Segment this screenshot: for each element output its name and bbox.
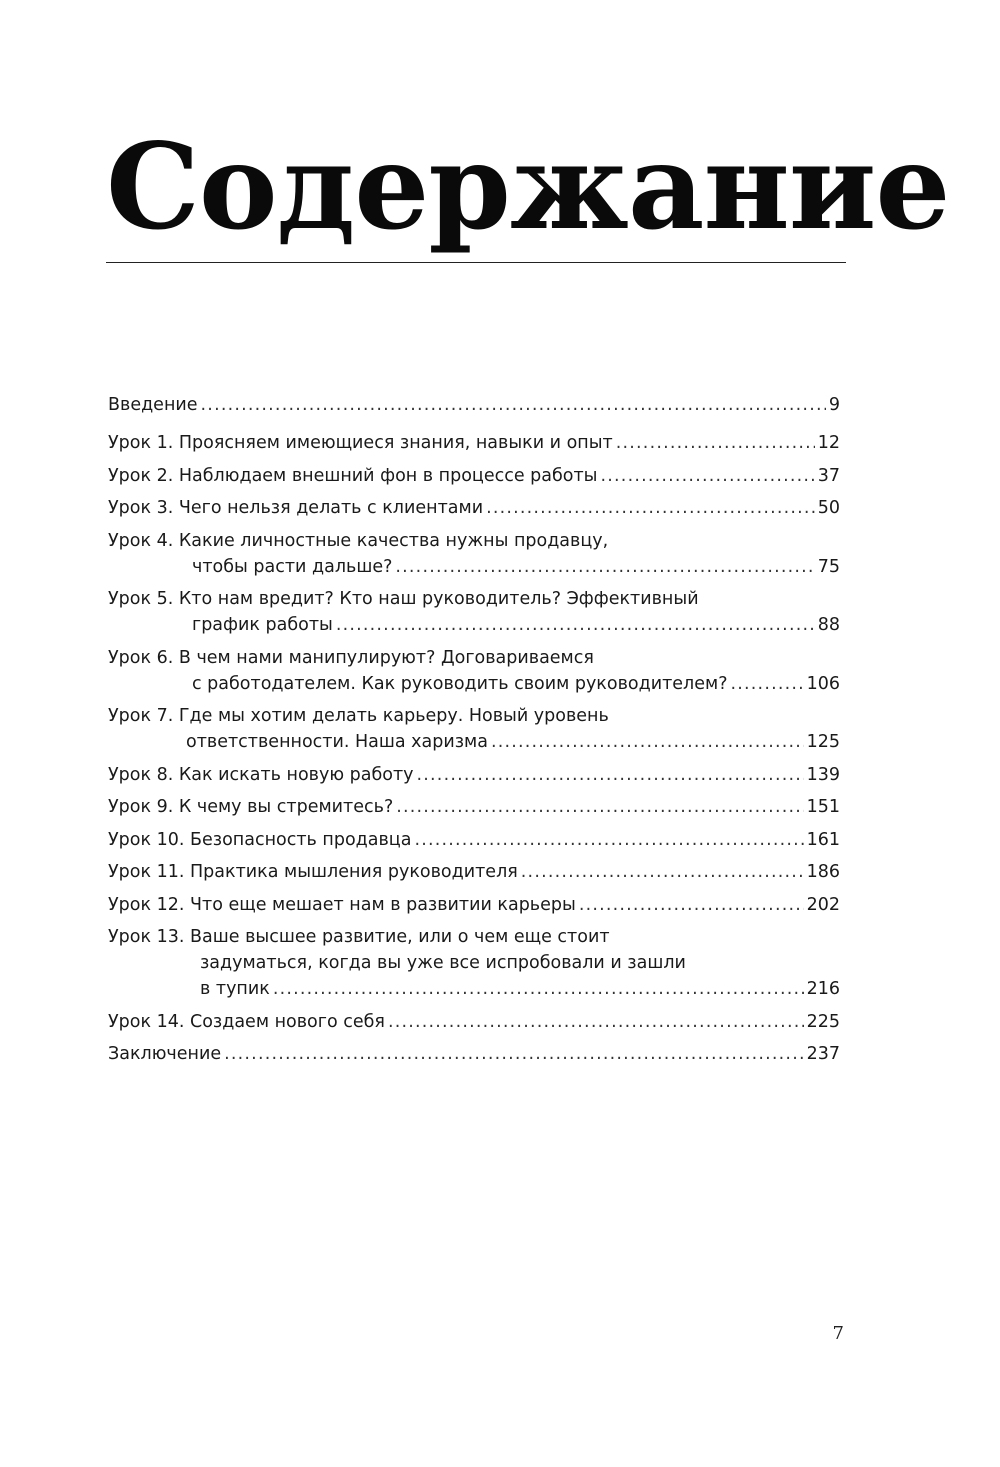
dot-leader xyxy=(395,554,814,580)
toc-entry-title: с работодателем. Как руководить своим руководителем? xyxy=(192,673,728,694)
dot-leader xyxy=(414,827,803,853)
toc-entry-line xyxy=(108,859,840,885)
dot-leader xyxy=(336,612,815,638)
toc-entry-title: чтобы расти дальше? xyxy=(192,556,393,577)
toc-page-number: 139 xyxy=(806,764,840,785)
toc-page-number: 50 xyxy=(817,498,840,518)
toc-entry xyxy=(108,703,840,755)
toc-entry xyxy=(108,794,840,820)
toc-entry xyxy=(108,645,840,697)
toc-entry-title: Урок 2. Наблюдаем внешний фон в процессе работы xyxy=(108,465,598,486)
dot-leader xyxy=(224,1041,803,1067)
toc-entry xyxy=(108,495,840,521)
toc-page-number: 12 xyxy=(817,433,840,453)
toc-entry xyxy=(108,827,840,853)
toc-entry-title: Заключение xyxy=(108,1044,222,1064)
toc-entry-line xyxy=(108,495,840,521)
toc-entry-line xyxy=(108,976,840,1002)
toc-entry xyxy=(108,859,840,885)
toc-entry xyxy=(108,528,840,580)
dot-leader xyxy=(396,794,803,820)
toc-page-number: 151 xyxy=(806,797,840,817)
toc-entry-line xyxy=(108,762,840,788)
toc-entry-line xyxy=(108,392,840,418)
table-of-contents xyxy=(108,392,840,1067)
toc-page-number: 202 xyxy=(806,894,840,915)
toc-entry-line xyxy=(108,586,840,612)
toc-entry-title: Урок 12. Что еще мешает нам в развитии карьеры xyxy=(108,894,576,915)
toc-page-number: 216 xyxy=(806,979,840,999)
page-title: Содержание xyxy=(106,117,950,256)
toc-entry-line xyxy=(108,671,840,697)
toc-entry-title: Урок 5. Кто нам вредит? Кто наш руководитель? Эффективный xyxy=(108,589,699,609)
dot-leader xyxy=(521,859,804,885)
toc-page-number: 75 xyxy=(817,556,840,577)
toc-entry-title: Урок 9. К чему вы стремитесь? xyxy=(108,797,394,817)
toc-entry-title: Урок 1. Проясняем имеющиеся знания, навыки и опыт xyxy=(108,433,613,453)
toc-entry-line xyxy=(108,703,840,729)
toc-entry-line xyxy=(108,827,840,853)
toc-entry-line xyxy=(108,729,840,755)
toc-entry xyxy=(108,924,840,1002)
toc-page-number: 9 xyxy=(828,395,840,415)
toc-entry-title: Урок 4. Какие личностные качества нужны продавцу, xyxy=(108,530,609,551)
toc-entry-title: Урок 7. Где мы хотим делать карьеру. Новый уровень xyxy=(108,706,609,726)
toc-entry xyxy=(108,392,840,418)
toc-entry-title: задуматься, когда вы уже все испробовали и зашли xyxy=(200,953,686,973)
toc-entry-line xyxy=(108,463,840,489)
toc-page-number: 88 xyxy=(817,615,840,635)
toc-entry-line xyxy=(108,950,840,976)
toc-entry-title: Урок 13. Ваше высшее развитие, или о чем еще стоит xyxy=(108,927,610,947)
dot-leader xyxy=(579,892,804,918)
toc-entry xyxy=(108,1041,840,1067)
dot-leader xyxy=(601,463,815,489)
toc-entry-line xyxy=(108,612,840,638)
toc-entry xyxy=(108,762,840,788)
toc-entry-line xyxy=(108,645,840,671)
toc-entry-line xyxy=(108,1041,840,1067)
toc-entry-title: Введение xyxy=(108,395,198,415)
toc-entry xyxy=(108,1009,840,1035)
dot-leader xyxy=(616,430,815,456)
dot-leader xyxy=(273,976,804,1002)
dot-leader xyxy=(417,762,804,788)
toc-page-number: 161 xyxy=(806,829,840,850)
toc-entry-title: Урок 11. Практика мышления руководителя xyxy=(108,862,518,882)
toc-entry-title: в тупик xyxy=(200,979,270,999)
toc-page-number: 186 xyxy=(806,862,840,882)
toc-entry-title: Урок 3. Чего нельзя делать с клиентами xyxy=(108,498,484,518)
toc-entry-title: Урок 14. Создаем нового себя xyxy=(108,1011,385,1032)
toc-entry-line xyxy=(108,892,840,918)
toc-entry-title: график работы xyxy=(192,615,333,635)
toc-entry xyxy=(108,463,840,489)
toc-entry-line xyxy=(108,554,840,580)
dot-leader xyxy=(486,495,815,521)
toc-entry xyxy=(108,430,840,456)
toc-page-number: 106 xyxy=(806,673,840,694)
toc-entry xyxy=(108,586,840,638)
dot-leader xyxy=(491,729,804,755)
toc-page-number: 237 xyxy=(806,1044,840,1064)
dot-leader xyxy=(731,671,804,697)
toc-entry xyxy=(108,892,840,918)
toc-entry-line xyxy=(108,528,840,554)
title-underline xyxy=(106,262,846,263)
page-number: 7 xyxy=(832,1323,844,1344)
dot-leader xyxy=(201,392,826,418)
toc-entry-line xyxy=(108,1009,840,1035)
dot-leader xyxy=(388,1009,804,1035)
toc-entry-title: Урок 10. Безопасность продавца xyxy=(108,829,412,850)
toc-entry-line xyxy=(108,794,840,820)
toc-entry-line xyxy=(108,430,840,456)
toc-page-number: 225 xyxy=(806,1011,840,1032)
toc-entry-line xyxy=(108,924,840,950)
toc-page-number: 125 xyxy=(806,732,840,752)
toc-entry-title: Урок 8. Как искать новую работу xyxy=(108,764,414,785)
toc-entry-title: Урок 6. В чем нами манипулируют? Договариваемся xyxy=(108,647,594,668)
toc-entry-title: ответственности. Наша харизма xyxy=(186,732,488,752)
toc-page-number: 37 xyxy=(817,465,840,486)
